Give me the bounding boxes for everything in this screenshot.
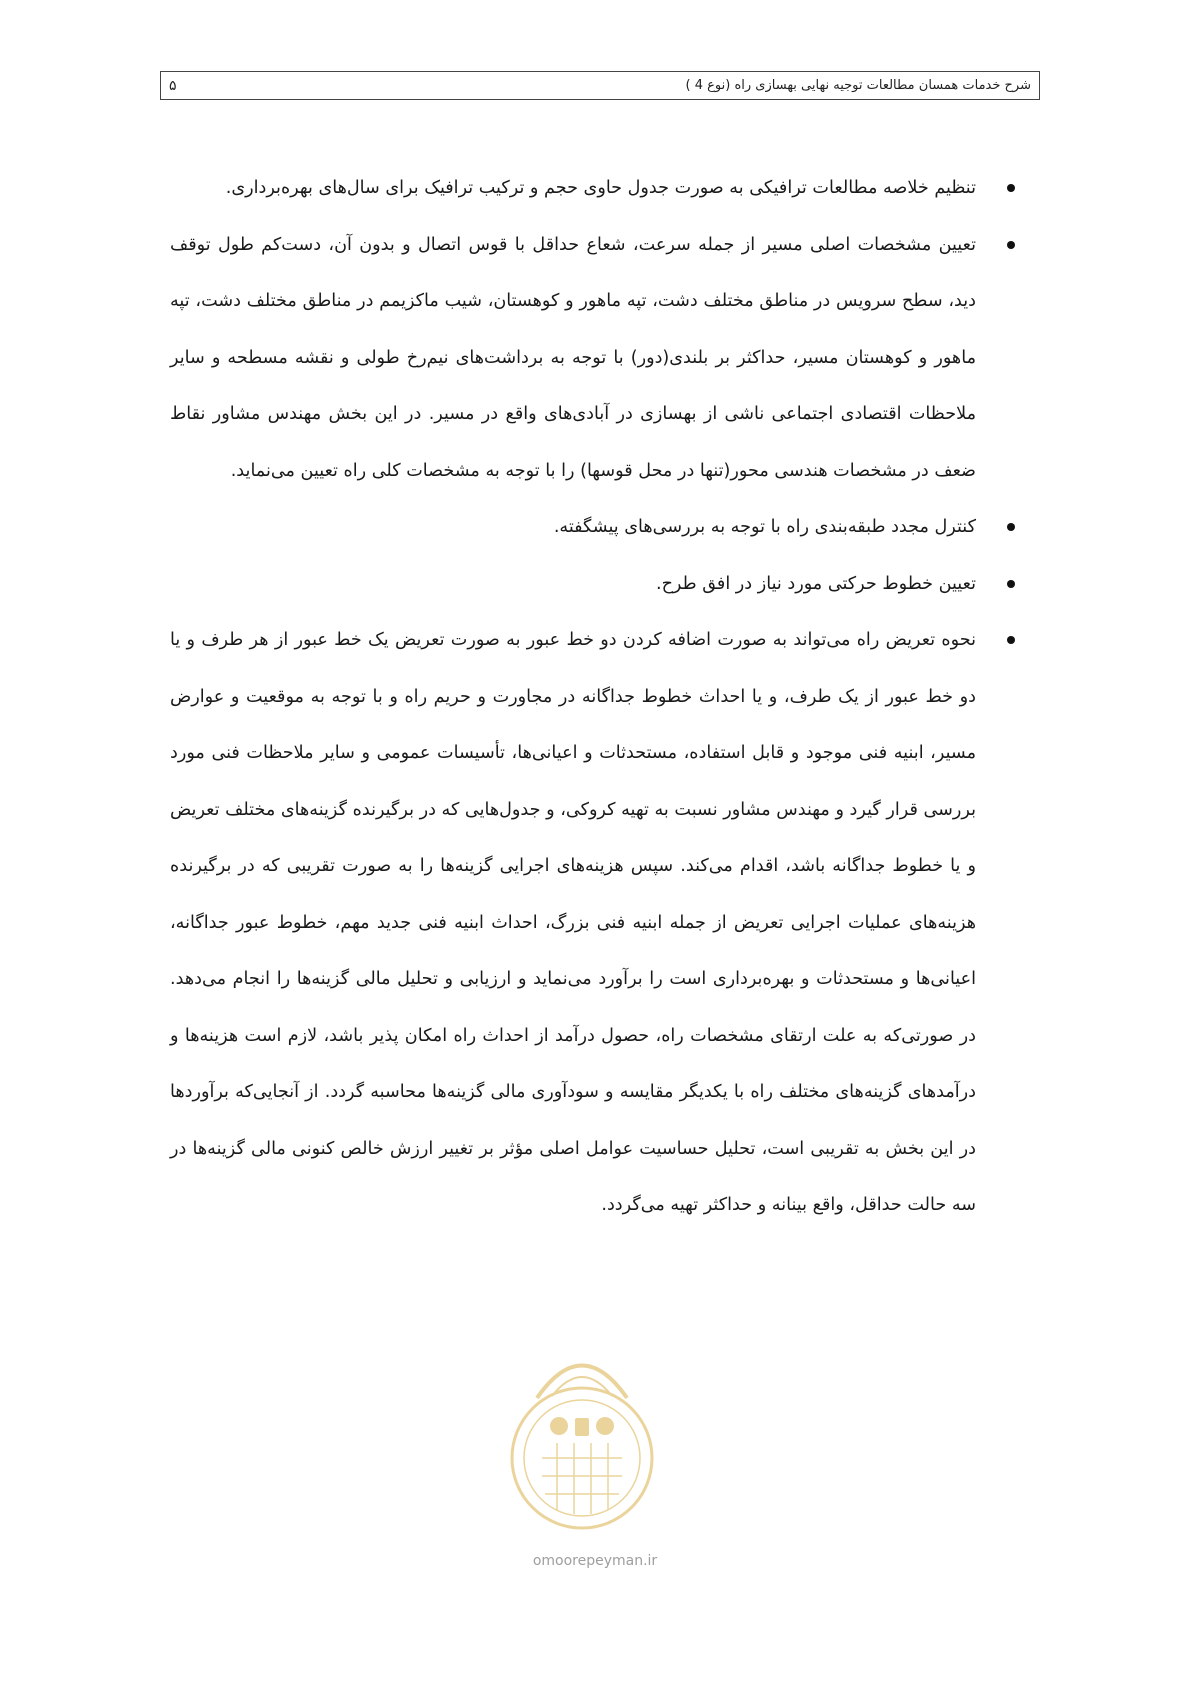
bullet-icon	[1007, 184, 1015, 192]
list-item-text: تعیین مشخصات اصلی مسیر از جمله سرعت، شعاع حداقل با قوس اتصال و بدون آن، دست‌کم طول توقف دید، سطح سرویس در مناطق مختلف دشت، تپه ماهور و کوهستان، شیب ماکزیمم در مناطق مختلف دشت، تپه ماهور و کوهستان مسیر، حداکثر بر بلندی(دور) با توجه به برداشت‌های نیم‌رخ طولی و نقشه مسطحه و سایر ملاحظات اقتصادی اجتماعی ناشی از بهسازی در آبادی‌های واقع در مسیر. در این بخش مهندس مشاور نقاط ضعف در مشخصات هندسی محور(تنها در محل قوسها) را با توجه به مشخصات کلی راه تعیین می‌نماید.	[170, 234, 976, 481]
page-number: ۵	[169, 77, 177, 94]
list-item-text: نحوه تعریض راه می‌تواند به صورت اضافه کردن دو خط عبور به صورت تعریض یک خط عبور از هر طرف و یا دو خط عبور از یک طرف، و یا احداث خطوط جداگانه در مجاورت و حریم راه و با توجه به موقعیت و عوارض مسیر، ابنیه فنی موجود و قابل استفاده، مستحدثات و اعیانی‌ها، تأسیسات عمومی و سایر ملاحظات فنی مورد بررسی قرار گیرد و مهندس مشاور نسبت به تهیه کروکی، و جدول‌هایی که در برگیرنده گزینه‌های مختلف تعریض و یا خطوط جداگانه باشد، اقدام می‌کند. سپس هزینه‌های اجرایی گزینه‌ها را به صورت تقریبی که در برگیرنده هزینه‌های عملیات اجرایی تعریض از جمله ابنیه فنی بزرگ، احداث ابنیه فنی جدید مهم، خطوط عبور جداگانه، اعیانی‌ها و مستحدثات و بهره‌برداری است را برآورد می‌نماید و ارزیابی و تحلیل مالی گزینه‌ها را انجام می‌دهد. در صورتی‌که به علت ارتقای مشخصات راه، حصول درآمد از احداث راه امکان پذیر باشد، لازم است هزینه‌ها و درآمدهای گزینه‌های مختلف راه با یکدیگر مقایسه و سودآوری مالی گزینه‌ها محاسبه گردد. از آنجایی‌که برآوردها در این بخش به تقریبی است، تحلیل حساسیت عوامل اصلی مؤثر بر تغییر ارزش خالص کنونی مالی گزینه‌ها در سه حالت حداقل، واقع بینانه و حداکثر تهیه می‌گردد.	[170, 630, 976, 1215]
document-body	[170, 160, 1030, 1234]
list-item	[170, 556, 1030, 613]
watermark-logo-icon	[497, 1338, 667, 1553]
list-item	[170, 160, 1030, 217]
bullet-icon	[1007, 580, 1015, 588]
header-title: شرح خدمات همسان مطالعات توجیه نهایی بهسازی راه (نوع 4 )	[685, 78, 1031, 93]
bullet-icon	[1007, 523, 1015, 531]
bullet-icon	[1007, 636, 1015, 644]
bullet-list	[170, 160, 1030, 1234]
page-header	[160, 71, 1040, 100]
watermark-site: omoorepeyman.ir	[532, 1553, 658, 1569]
list-item	[170, 499, 1030, 556]
list-item-text: تعیین خطوط حرکتی مورد نیاز در افق طرح.	[655, 573, 976, 594]
list-item	[170, 217, 1030, 500]
list-item-text: تنظیم خلاصه مطالعات ترافیکی به صورت جدول حاوی حجم و ترکیب ترافیک برای سال‌های بهره‌برداری.	[225, 178, 976, 198]
list-item-text: کنترل مجدد طبقه‌بندی راه با توجه به بررسی‌های پیشگفته.	[553, 517, 976, 537]
list-item	[170, 612, 1030, 1234]
bullet-icon	[1007, 241, 1015, 249]
